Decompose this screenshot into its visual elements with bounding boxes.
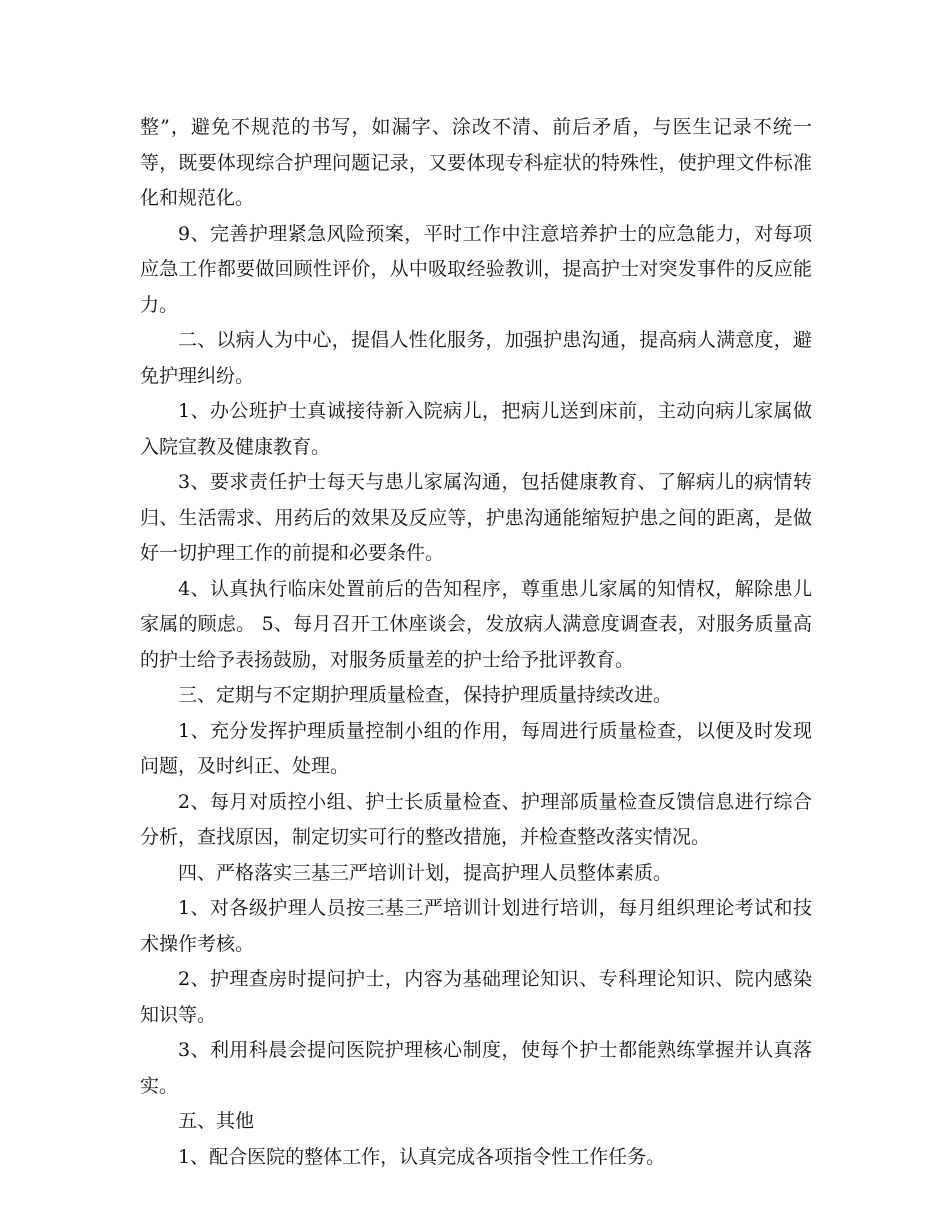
paragraph-item: 2、护理查房时提问护士，内容为基础理论知识、专科理论知识、院内感染知识等。 — [140, 968, 812, 1026]
paragraph-item: 3、利用科晨会提问医院护理核心制度，使每个护士都能熟练掌握并认真落实。 — [140, 1039, 812, 1097]
paragraph-item: 4、认真执行临床处置前后的告知程序，尊重患儿家属的知情权，解除患儿家属的顾虑。 5、每月召开工休座谈会，发放病人满意度调查表，对服务质量高的护士给予表扬鼓励，对服务质量差的护士给予批评教育。 — [140, 577, 812, 671]
paragraph-item: 1、充分发挥护理质量控制小组的作用，每周进行质量检查，以便及时发现问题，及时纠正、处理。 — [140, 719, 812, 777]
section-heading-3: 三、定期与不定期护理质量检查，保持护理质量持续改进。 — [178, 684, 673, 706]
paragraph-item: 1、对各级护理人员按三基三严培训计划进行培训，每月组织理论考试和技术操作考核。 — [140, 897, 812, 955]
section-heading-2: 二、以病人为中心，提倡人性化服务，加强护患沟通，提高病人满意度，避免护理纠纷。 — [140, 329, 812, 387]
paragraph-item-9: 9、完善护理紧急风险预案，平时工作中注意培养护士的应急能力，对每项应急工作都要做回顾性评价，从中吸取经验教训，提高护士对突发事件的反应能力。 — [140, 222, 812, 316]
document-body — [140, 110, 812, 1175]
paragraph-continuation: 整”，避免不规范的书写，如漏字、涂改不清、前后矛盾，与医生记录不统一等，既要体现综合护理问题记录，又要体现专科症状的特殊性，使护理文件标准化和规范化。 — [140, 116, 812, 209]
paragraph-item: 1、配合医院的整体工作，认真完成各项指令性工作任务。 — [178, 1145, 666, 1168]
paragraph-item: 2、每月对质控小组、护士长质量检查、护理部质量检查反馈信息进行综合分析，查找原因，制定切实可行的整改措施，并检查整改落实情况。 — [140, 790, 812, 848]
paragraph-item: 1、办公班护士真诚接待新入院病儿，把病儿送到床前，主动向病儿家属做入院宣教及健康教育。 — [140, 400, 812, 458]
paragraph-item: 3、要求责任护士每天与患儿家属沟通，包括健康教育、了解病儿的病情转归、生活需求、用药后的效果及反应等，护患沟通能缩短护患之间的距离，是做好一切护理工作的前提和必要条件。 — [140, 471, 812, 564]
section-heading-5: 五、其他 — [178, 1110, 255, 1132]
section-heading-4: 四、严格落实三基三严培训计划，提高护理人员整体素质。 — [178, 861, 673, 884]
